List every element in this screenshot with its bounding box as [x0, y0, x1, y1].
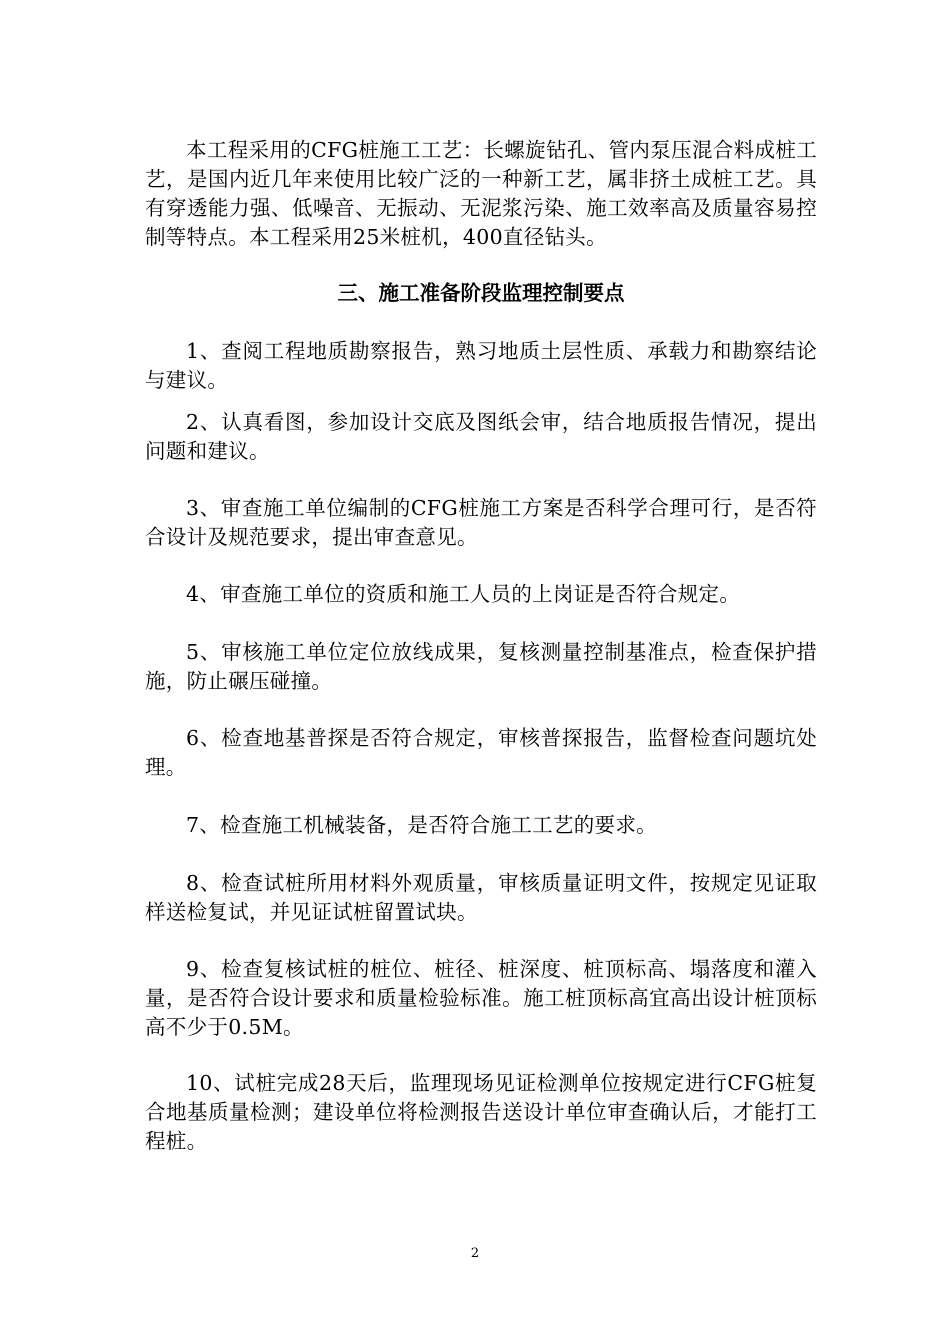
- item-paragraph-7: 7、检查施工机械装备，是否符合施工工艺的要求。: [186, 813, 657, 837]
- section-heading: 三、施工准备阶段监理控制要点: [337, 281, 625, 305]
- item-paragraph-6: 6、检查地基普探是否符合规定，审核普探报告，监督检查问题坑处理。: [145, 726, 817, 779]
- item-paragraph-10: 10、试桩完成28天后，监理现场见证检测单位按规定进行CFG桩复合地基质量检测；建设单位将检测报告送设计单位审查确认后，才能打工程桩。: [145, 1071, 817, 1153]
- item-paragraph-3: 3、审查施工单位编制的CFG桩施工方案是否科学合理可行，是否符合设计及规范要求，提出审查意见。: [145, 496, 817, 549]
- item-paragraph-1: 1、查阅工程地质勘察报告，熟习地质土层性质、承载力和勘察结论与建议。: [145, 339, 817, 392]
- item-paragraph-4: 4、审查施工单位的资质和施工人员的上岗证是否符合规定。: [186, 582, 741, 606]
- item-paragraph-2: 2、认真看图，参加设计交底及图纸会审，结合地质报告情况，提出问题和建议。: [145, 410, 817, 463]
- item-paragraph-8: 8、检查试桩所用材料外观质量，审核质量证明文件，按规定见证取样送检复试，并见证试桩留置试块。: [145, 871, 817, 924]
- item-paragraph-5: 5、审核施工单位定位放线成果，复核测量控制基准点，检查保护措施，防止碾压碰撞。: [145, 640, 817, 693]
- intro-paragraph: 本工程采用的CFG桩施工工艺：长螺旋钻孔、管内泵压混合料成桩工艺，是国内近几年来使用比较广泛的一种新工艺，属非挤土成桩工艺。具有穿透能力强、低噪音、无振动、无泥浆污染、施工效率高及质量容易控制等特点。本工程采用25米桩机，400直径钻头。: [145, 138, 817, 249]
- item-paragraph-9: 9、检查复核试桩的桩位、桩径、桩深度、桩顶标高、塌落度和灌入量，是否符合设计要求和质量检验标准。施工桩顶标高宜高出设计桩顶标高不少于0.5M。: [145, 957, 817, 1039]
- page-number: 2: [470, 1246, 480, 1261]
